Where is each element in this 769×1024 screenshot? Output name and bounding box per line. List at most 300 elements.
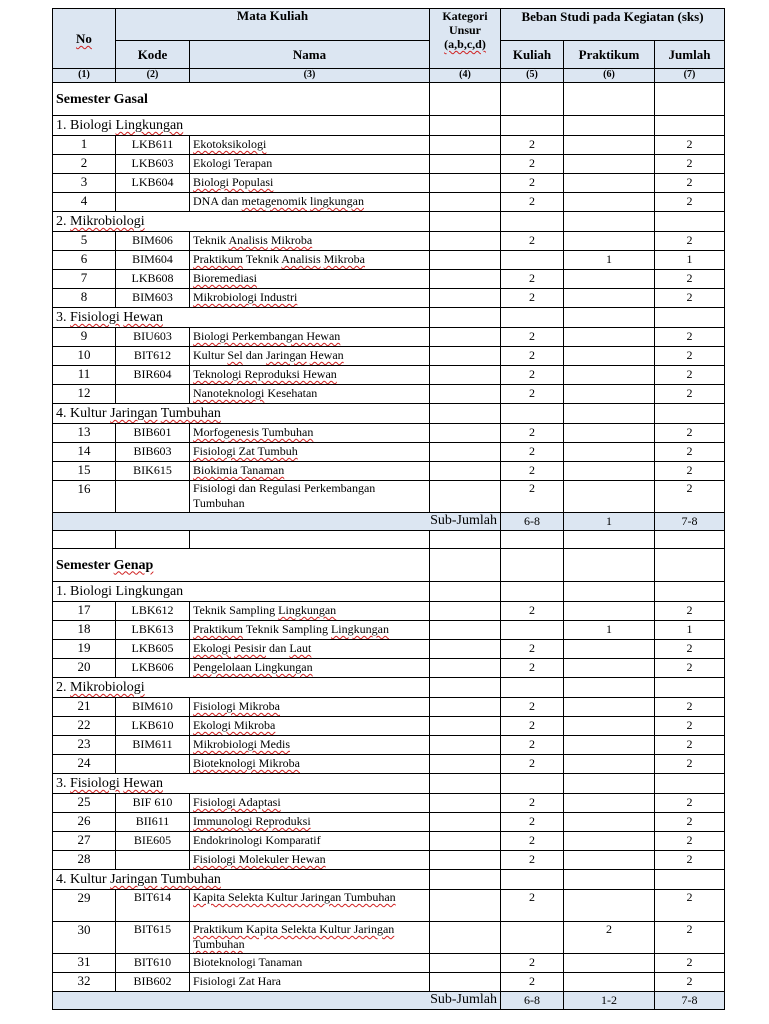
header-praktikum: Praktikum xyxy=(564,41,655,69)
row-kategori xyxy=(430,954,501,973)
header-nama: Nama xyxy=(190,41,430,69)
empty-cell xyxy=(564,549,655,582)
row-kode: BIM611 xyxy=(116,736,190,755)
group-row xyxy=(53,870,725,890)
row-praktikum xyxy=(564,698,655,717)
group-row xyxy=(53,308,725,328)
row-kode xyxy=(116,193,190,212)
row-no: 7 xyxy=(53,270,116,289)
semester-row xyxy=(53,83,725,116)
row-no: 8 xyxy=(53,289,116,308)
subtotal-label: Sub-Jumlah xyxy=(53,513,501,531)
row-no: 17 xyxy=(53,602,116,621)
row-nama: Immunologi Reproduksi xyxy=(190,813,430,832)
subtotal-kuliah: 6-8 xyxy=(501,992,564,1010)
row-nama: Biologi Perkembangan Hewan xyxy=(190,328,430,347)
semester-row xyxy=(53,549,725,582)
empty-cell xyxy=(501,531,564,549)
row-jumlah: 2 xyxy=(655,659,725,678)
empty-cell xyxy=(655,212,725,232)
row-nama: Ekologi Pesisir dan Laut xyxy=(190,640,430,659)
header-jumlah: Jumlah xyxy=(655,41,725,69)
row-jumlah: 2 xyxy=(655,755,725,774)
empty-cell xyxy=(430,404,501,424)
row-nama: Fisiologi Molekuler Hewan xyxy=(190,851,430,870)
table-row xyxy=(53,755,725,774)
group-title: 1. Biologi Lingkungan xyxy=(53,116,430,136)
group-row xyxy=(53,678,725,698)
row-nama: Mikrobiologi Medis xyxy=(190,736,430,755)
row-jumlah: 2 xyxy=(655,954,725,973)
empty-cell xyxy=(564,116,655,136)
table-row xyxy=(53,289,725,308)
table-header xyxy=(53,9,725,83)
row-kategori xyxy=(430,270,501,289)
row-kuliah: 2 xyxy=(501,366,564,385)
row-kode: BIT614 xyxy=(116,890,190,922)
empty-cell xyxy=(430,116,501,136)
row-kuliah: 2 xyxy=(501,443,564,462)
row-kuliah: 2 xyxy=(501,794,564,813)
row-jumlah: 2 xyxy=(655,174,725,193)
row-kategori xyxy=(430,890,501,922)
row-nama: Biologi Populasi xyxy=(190,174,430,193)
empty-cell xyxy=(501,116,564,136)
empty-cell xyxy=(655,404,725,424)
header-mata-kuliah: Mata Kuliah xyxy=(116,9,430,41)
row-nama: Kultur Sel dan Jaringan Hewan xyxy=(190,347,430,366)
row-jumlah: 2 xyxy=(655,736,725,755)
row-no: 19 xyxy=(53,640,116,659)
row-praktikum xyxy=(564,385,655,404)
empty-cell xyxy=(430,870,501,890)
empty-cell xyxy=(564,870,655,890)
empty-cell xyxy=(430,774,501,794)
row-nama: Ekologi Mikroba xyxy=(190,717,430,736)
col-number: (6) xyxy=(564,69,655,83)
row-kategori xyxy=(430,736,501,755)
empty-cell xyxy=(564,83,655,116)
row-jumlah: 2 xyxy=(655,794,725,813)
row-jumlah: 2 xyxy=(655,717,725,736)
row-kategori xyxy=(430,251,501,270)
group-row xyxy=(53,116,725,136)
row-kategori xyxy=(430,851,501,870)
row-kuliah: 2 xyxy=(501,717,564,736)
row-kategori xyxy=(430,481,501,513)
row-kode: LKB605 xyxy=(116,640,190,659)
row-jumlah: 2 xyxy=(655,851,725,870)
table-row xyxy=(53,851,725,870)
row-praktikum: 1 xyxy=(564,621,655,640)
empty-cell xyxy=(430,582,501,602)
semester-title: Semester Gasal xyxy=(53,83,430,116)
row-kode: BIU603 xyxy=(116,328,190,347)
table-body xyxy=(53,83,725,1010)
row-kuliah: 2 xyxy=(501,270,564,289)
table-row xyxy=(53,385,725,404)
row-kode: BII611 xyxy=(116,813,190,832)
row-no: 21 xyxy=(53,698,116,717)
table-row xyxy=(53,717,725,736)
row-kuliah xyxy=(501,922,564,954)
row-no: 4 xyxy=(53,193,116,212)
empty-cell xyxy=(501,870,564,890)
row-kuliah: 2 xyxy=(501,832,564,851)
row-no: 16 xyxy=(53,481,116,513)
row-kategori xyxy=(430,289,501,308)
row-kategori xyxy=(430,366,501,385)
row-kuliah: 2 xyxy=(501,851,564,870)
row-kuliah: 2 xyxy=(501,736,564,755)
table-row xyxy=(53,621,725,640)
row-nama: Fisiologi dan Regulasi Perkembangan Tumbuhan xyxy=(190,481,430,513)
row-jumlah: 2 xyxy=(655,922,725,954)
empty-cell xyxy=(430,308,501,328)
row-praktikum xyxy=(564,289,655,308)
row-praktikum xyxy=(564,193,655,212)
group-title: 2. Mikrobiologi xyxy=(53,678,430,698)
row-no: 13 xyxy=(53,424,116,443)
empty-cell xyxy=(190,531,430,549)
row-kategori xyxy=(430,640,501,659)
table-row xyxy=(53,193,725,212)
empty-cell xyxy=(53,531,116,549)
row-kuliah: 2 xyxy=(501,602,564,621)
group-row xyxy=(53,582,725,602)
row-kategori xyxy=(430,443,501,462)
row-jumlah: 2 xyxy=(655,136,725,155)
table-row xyxy=(53,973,725,992)
row-praktikum xyxy=(564,443,655,462)
row-nama: Kapita Selekta Kultur Jaringan Tumbuhan xyxy=(190,890,430,922)
row-praktikum xyxy=(564,462,655,481)
row-jumlah: 2 xyxy=(655,385,725,404)
row-no: 25 xyxy=(53,794,116,813)
table-row xyxy=(53,270,725,289)
row-kode: BIT615 xyxy=(116,922,190,954)
row-kode: BIM606 xyxy=(116,232,190,251)
col-number: (3) xyxy=(190,69,430,83)
row-kategori xyxy=(430,621,501,640)
subtotal-praktikum: 1 xyxy=(564,513,655,531)
empty-cell xyxy=(430,678,501,698)
empty-cell xyxy=(655,531,725,549)
row-nama: Pengelolaan Lingkungan xyxy=(190,659,430,678)
row-kode: BIB601 xyxy=(116,424,190,443)
row-no: 23 xyxy=(53,736,116,755)
row-kode xyxy=(116,851,190,870)
row-kode xyxy=(116,385,190,404)
empty-cell xyxy=(564,678,655,698)
row-praktikum xyxy=(564,813,655,832)
row-kategori xyxy=(430,659,501,678)
row-no: 32 xyxy=(53,973,116,992)
empty-cell xyxy=(564,774,655,794)
row-praktikum xyxy=(564,347,655,366)
row-praktikum xyxy=(564,717,655,736)
row-kategori xyxy=(430,347,501,366)
row-no: 5 xyxy=(53,232,116,251)
row-jumlah: 2 xyxy=(655,193,725,212)
row-praktikum: 2 xyxy=(564,922,655,954)
table-row xyxy=(53,481,725,513)
table-row xyxy=(53,136,725,155)
table-row xyxy=(53,155,725,174)
row-kuliah: 2 xyxy=(501,385,564,404)
row-jumlah: 2 xyxy=(655,462,725,481)
row-nama: DNA dan metagenomik lingkungan xyxy=(190,193,430,212)
row-kuliah: 2 xyxy=(501,954,564,973)
row-jumlah: 1 xyxy=(655,621,725,640)
row-nama: Bioteknologi Mikroba xyxy=(190,755,430,774)
table-row xyxy=(53,794,725,813)
row-kode: LKB608 xyxy=(116,270,190,289)
table-row xyxy=(53,424,725,443)
row-nama: Fisiologi Zat Tumbuh xyxy=(190,443,430,462)
empty-cell xyxy=(430,83,501,116)
table-row xyxy=(53,174,725,193)
empty-cell xyxy=(116,531,190,549)
course-table xyxy=(52,8,725,1010)
row-kode: BIR604 xyxy=(116,366,190,385)
row-praktikum xyxy=(564,659,655,678)
table-row xyxy=(53,462,725,481)
col-number: (5) xyxy=(501,69,564,83)
empty-cell xyxy=(655,83,725,116)
row-jumlah: 2 xyxy=(655,155,725,174)
row-praktikum xyxy=(564,755,655,774)
table-row xyxy=(53,232,725,251)
row-kategori xyxy=(430,424,501,443)
col-number: (7) xyxy=(655,69,725,83)
row-praktikum xyxy=(564,270,655,289)
empty-cell xyxy=(501,212,564,232)
row-kuliah: 2 xyxy=(501,289,564,308)
row-nama: Teknologi Reproduksi Hewan xyxy=(190,366,430,385)
subtotal-row xyxy=(53,513,725,531)
row-kuliah: 2 xyxy=(501,659,564,678)
row-jumlah: 2 xyxy=(655,973,725,992)
row-jumlah: 1 xyxy=(655,251,725,270)
empty-cell xyxy=(655,116,725,136)
row-no: 12 xyxy=(53,385,116,404)
table-row xyxy=(53,954,725,973)
empty-cell xyxy=(655,308,725,328)
row-praktikum xyxy=(564,973,655,992)
row-no: 30 xyxy=(53,922,116,954)
row-no: 18 xyxy=(53,621,116,640)
row-kuliah: 2 xyxy=(501,813,564,832)
group-row xyxy=(53,404,725,424)
row-praktikum xyxy=(564,328,655,347)
row-no: 24 xyxy=(53,755,116,774)
group-title: 4. Kultur Jaringan Tumbuhan xyxy=(53,404,430,424)
row-nama: Praktikum Kapita Selekta Kultur Jaringan Tumbuhan xyxy=(190,922,430,954)
group-title: 2. Mikrobiologi xyxy=(53,212,430,232)
row-kuliah: 2 xyxy=(501,481,564,513)
row-jumlah: 2 xyxy=(655,602,725,621)
table-row xyxy=(53,659,725,678)
row-kode: LKB606 xyxy=(116,659,190,678)
row-kode: LBK613 xyxy=(116,621,190,640)
row-kategori xyxy=(430,136,501,155)
row-kode: LKB611 xyxy=(116,136,190,155)
row-kategori xyxy=(430,717,501,736)
empty-cell xyxy=(501,549,564,582)
row-no: 3 xyxy=(53,174,116,193)
row-kategori xyxy=(430,232,501,251)
row-praktikum xyxy=(564,232,655,251)
header-no: No xyxy=(53,9,116,69)
row-kode: BIM604 xyxy=(116,251,190,270)
row-nama: Teknik Sampling Lingkungan xyxy=(190,602,430,621)
empty-cell xyxy=(564,212,655,232)
row-nama: Praktikum Teknik Sampling Lingkungan xyxy=(190,621,430,640)
empty-cell xyxy=(501,774,564,794)
row-kuliah: 2 xyxy=(501,640,564,659)
group-row xyxy=(53,212,725,232)
row-no: 26 xyxy=(53,813,116,832)
row-praktikum xyxy=(564,174,655,193)
row-praktikum xyxy=(564,424,655,443)
row-kode: BIK615 xyxy=(116,462,190,481)
row-kategori xyxy=(430,832,501,851)
empty-cell xyxy=(564,404,655,424)
row-kategori xyxy=(430,755,501,774)
row-praktikum: 1 xyxy=(564,251,655,270)
row-praktikum xyxy=(564,481,655,513)
row-no: 6 xyxy=(53,251,116,270)
empty-cell xyxy=(430,549,501,582)
empty-cell xyxy=(501,308,564,328)
row-kuliah: 2 xyxy=(501,755,564,774)
row-nama: Fisiologi Adaptasi xyxy=(190,794,430,813)
row-kategori xyxy=(430,813,501,832)
row-kode: BIM603 xyxy=(116,289,190,308)
row-kategori xyxy=(430,698,501,717)
group-title: 3. Fisiologi Hewan xyxy=(53,774,430,794)
row-kategori xyxy=(430,155,501,174)
row-kategori xyxy=(430,174,501,193)
row-jumlah: 2 xyxy=(655,366,725,385)
row-kuliah: 2 xyxy=(501,155,564,174)
row-kategori xyxy=(430,602,501,621)
row-jumlah: 2 xyxy=(655,481,725,513)
row-kode: BIF 610 xyxy=(116,794,190,813)
row-kode: LKB610 xyxy=(116,717,190,736)
row-jumlah: 2 xyxy=(655,890,725,922)
row-no: 9 xyxy=(53,328,116,347)
empty-cell xyxy=(501,83,564,116)
row-no: 28 xyxy=(53,851,116,870)
row-kuliah: 2 xyxy=(501,232,564,251)
spacer-row xyxy=(53,531,725,549)
table-row xyxy=(53,640,725,659)
table-row xyxy=(53,736,725,755)
header-kode: Kode xyxy=(116,41,190,69)
row-nama: Morfogenesis Tumbuhan xyxy=(190,424,430,443)
row-kuliah: 2 xyxy=(501,328,564,347)
row-nama: Fisiologi Zat Hara xyxy=(190,973,430,992)
row-kode: BIT610 xyxy=(116,954,190,973)
row-nama: Fisiologi Mikroba xyxy=(190,698,430,717)
row-nama: Endokrinologi Komparatif xyxy=(190,832,430,851)
row-kategori xyxy=(430,328,501,347)
row-praktikum xyxy=(564,832,655,851)
row-jumlah: 2 xyxy=(655,347,725,366)
row-kategori xyxy=(430,794,501,813)
row-praktikum xyxy=(564,640,655,659)
row-jumlah: 2 xyxy=(655,832,725,851)
col-number: (1) xyxy=(53,69,116,83)
row-nama: Ekotoksikologi xyxy=(190,136,430,155)
empty-cell xyxy=(564,308,655,328)
header-kategori: Kategori Unsur (a,b,c,d) xyxy=(430,9,501,69)
row-jumlah: 2 xyxy=(655,270,725,289)
subtotal-label: Sub-Jumlah xyxy=(53,992,501,1010)
row-no: 14 xyxy=(53,443,116,462)
row-kuliah: 2 xyxy=(501,347,564,366)
row-praktikum xyxy=(564,366,655,385)
row-kode: BIB603 xyxy=(116,443,190,462)
table-row xyxy=(53,347,725,366)
row-jumlah: 2 xyxy=(655,443,725,462)
empty-cell xyxy=(501,582,564,602)
table-row xyxy=(53,698,725,717)
row-praktikum xyxy=(564,954,655,973)
row-praktikum xyxy=(564,602,655,621)
row-no: 20 xyxy=(53,659,116,678)
row-jumlah: 2 xyxy=(655,698,725,717)
row-no: 11 xyxy=(53,366,116,385)
row-nama: Mikrobiologi Industri xyxy=(190,289,430,308)
row-jumlah: 2 xyxy=(655,640,725,659)
subtotal-jumlah: 7-8 xyxy=(655,513,725,531)
row-kode: LKB604 xyxy=(116,174,190,193)
empty-cell xyxy=(430,531,501,549)
row-no: 2 xyxy=(53,155,116,174)
row-nama: Ekologi Terapan xyxy=(190,155,430,174)
row-jumlah: 2 xyxy=(655,424,725,443)
semester-title: Semester Genap xyxy=(53,549,430,582)
row-no: 29 xyxy=(53,890,116,922)
table-row xyxy=(53,922,725,954)
row-kuliah: 2 xyxy=(501,973,564,992)
table-row xyxy=(53,328,725,347)
table-row xyxy=(53,251,725,270)
row-nama: Bioremediasi xyxy=(190,270,430,289)
group-title: 3. Fisiologi Hewan xyxy=(53,308,430,328)
empty-cell xyxy=(655,774,725,794)
row-nama: Bioteknologi Tanaman xyxy=(190,954,430,973)
table-row xyxy=(53,443,725,462)
course-table-page xyxy=(52,8,724,1010)
row-kode xyxy=(116,481,190,513)
row-praktikum xyxy=(564,736,655,755)
row-kuliah xyxy=(501,621,564,640)
empty-cell xyxy=(501,404,564,424)
table-row xyxy=(53,890,725,922)
group-row xyxy=(53,774,725,794)
row-kuliah: 2 xyxy=(501,136,564,155)
row-nama: Praktikum Teknik Analisis Mikroba xyxy=(190,251,430,270)
row-no: 22 xyxy=(53,717,116,736)
empty-cell xyxy=(564,531,655,549)
row-jumlah: 2 xyxy=(655,813,725,832)
col-number: (4) xyxy=(430,69,501,83)
row-kategori xyxy=(430,922,501,954)
